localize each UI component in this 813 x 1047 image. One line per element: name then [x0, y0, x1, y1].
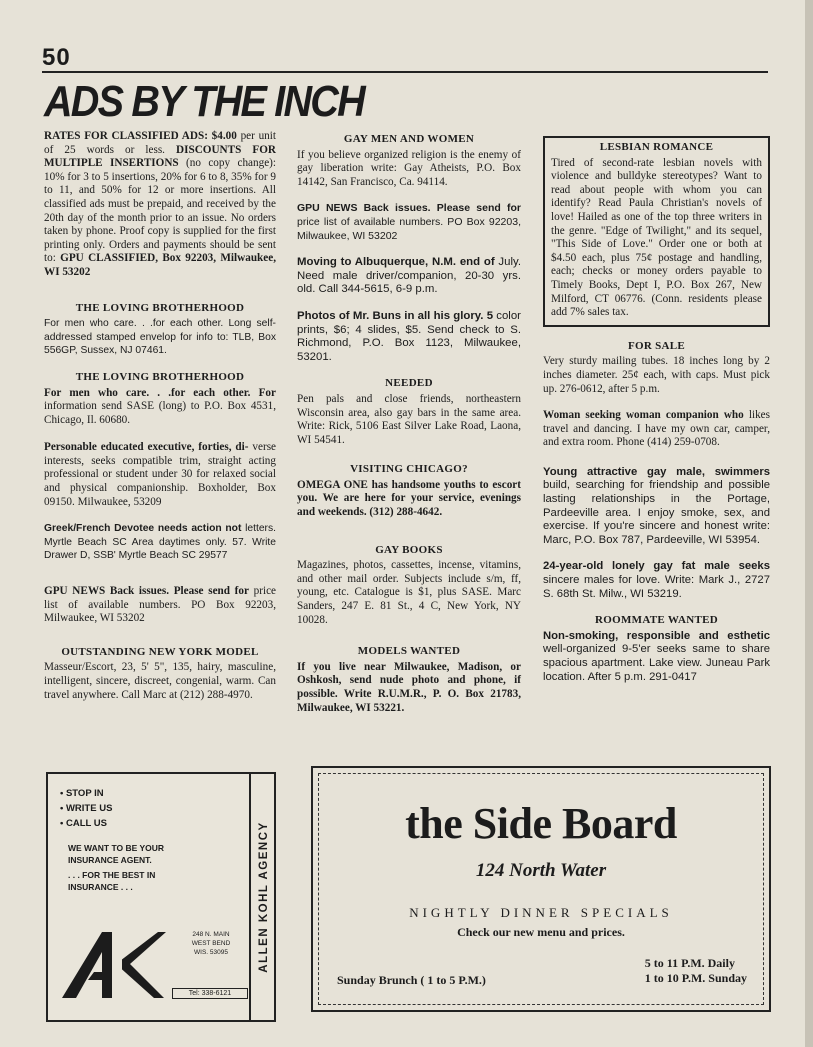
ad-text: color prints, $6; 4 slides, $5. Send check to S. Richmond, P.O. Box 1123, Milwaukee, 53201. — [297, 309, 521, 363]
ad-heading: NEEDED — [385, 377, 433, 390]
insurance-text: WE WANT TO BE YOUR INSURANCE AGENT. — [68, 843, 165, 865]
ad-text: Masseur/Escort, 23, 5' 5", 135, hairy, masculine, intelligent, sincere, discreet, congenial, warm. Can travel anywhere. Call Marc at (212) 288-4970. — [44, 661, 276, 701]
column-2 — [297, 133, 521, 728]
allen-kohl-ad — [46, 772, 276, 1025]
ad-text: sincere males for love. Write: Mark J., 2727 S. 68th St. Milw., WI 53219. — [543, 574, 770, 600]
rates-ad — [44, 130, 276, 280]
best-text: . . . FOR THE BEST IN INSURANCE . . . — [68, 870, 156, 892]
model-ad — [44, 646, 276, 702]
ad-lead: Photos of Mr. Buns in all his glory. 5 — [297, 309, 494, 322]
ak-logo-mark-icon — [58, 924, 168, 1025]
ad-heading: GAY BOOKS — [375, 543, 443, 556]
restaurant-address: 124 North Water — [475, 860, 607, 881]
ad-heading: THE LOVING BROTHERHOOD — [75, 301, 245, 314]
ad-text: information send SASE (long) to P.O. Box 4531, Chicago, Il. 60680. — [44, 400, 276, 426]
list-item: • WRITE US — [60, 801, 112, 816]
rates-address: GPU CLASSIFIED, Box 92203, Milwaukee, WI 53202 — [44, 252, 276, 278]
greek-ad — [44, 522, 276, 563]
ad-lead: OMEGA ONE has handsome youths to escort you. We are here for your service, evenings and weekends. (312) 288-4642. — [297, 478, 521, 519]
agency-name: ALLEN KOHL AGENCY — [257, 821, 270, 973]
executive-ad — [44, 441, 276, 509]
rates-lead: RATES FOR CLASSIFIED ADS: $4.00 — [44, 130, 237, 142]
agency-phone: Tel: 338-6121 — [172, 988, 248, 999]
sunday-brunch: Sunday Brunch ( 1 to 5 P.M.) — [337, 973, 486, 987]
list-item: • CALL US — [60, 816, 112, 831]
page-edge — [805, 0, 813, 1047]
models-wanted-ad — [297, 645, 521, 715]
address-zip: WIS. 53095 — [194, 949, 228, 956]
ad-lead: Personable educated executive, forties, di- — [44, 441, 249, 454]
gay-books-ad — [297, 544, 521, 628]
rates-discount: DISCOUNTS FOR MULTIPLE INSERTIONS — [44, 143, 276, 170]
for-sale-ad — [543, 340, 770, 396]
ad-text: Magazines, photos, cassettes, incense, vitamins, and other mail order. Subjects include s/m, ff, young, etc. Catalogue is $1, plus SASE. Marc Sanders, 247 E. 81 St., 4 C, New York, NY 10028. — [297, 559, 521, 626]
gay-men-women-ad — [297, 133, 521, 189]
ad-heading: OUTSTANDING NEW YORK MODEL — [61, 645, 259, 658]
address-street: 248 N. MAIN — [192, 931, 230, 938]
insurance-slogan — [68, 842, 188, 893]
address-city: WEST BEND — [191, 940, 231, 947]
ad-heading: MODELS WANTED — [357, 645, 461, 658]
ad-text: build, searching for friendship and possible lasting relationships in the Portage, Pardeeville area. I enjoy smoke, sex, and exercise. If you're sincere and honest write: Marc, P.O. Box 787, Pardeeville, WI 53954. — [543, 479, 770, 546]
ad-text: price list of available numbers. PO Box 92203, Milwaukee, WI 53202 — [44, 585, 276, 625]
ad-lead: Non-smoking, responsible and esthetic — [543, 629, 770, 642]
needed-ad — [297, 377, 521, 447]
ad-text: Pen pals and close friends, northeastern Wisconsin area, also gay bars in the same area. Write: Rick, 5106 East Silver Lake Road, Laona, WI 54541. — [297, 392, 521, 446]
ad-lead: If you live near Milwaukee, Madison, or Oshkosh, send nude photo and phone, if possible. Write R.U.M.R., P. O. Box 21783, Milwaukee, WI 53221. — [297, 660, 521, 714]
ad-lead: Young attractive gay male, swimmers — [543, 465, 770, 478]
ad-text: For men who care. . .for each other. Long self-addressed stamped envelop for info to: TLB, Box 556GP, Sussex, NJ 07461. — [44, 318, 276, 357]
lonely-male-ad — [543, 560, 770, 601]
hours-sunday: 1 to 10 P.M. Sunday — [644, 971, 747, 985]
restaurant-name: the Side Board — [405, 799, 677, 848]
ad-lead: Greek/French Devotee needs action not — [44, 523, 242, 535]
ad-heading: VISITING CHICAGO? — [350, 463, 468, 476]
ad-lead: For men who care. . .for each other. For — [44, 386, 276, 399]
ad-lead: GPU NEWS Back issues. Please send for — [297, 202, 521, 215]
section-title: ADS BY THE INCH — [44, 77, 364, 126]
ad-text: letters. Myrtle Beach SC Area daytimes only. 57. Write Drawer D, SSB' Myrtle Beach SC 29577 — [44, 523, 276, 562]
visiting-chicago-ad — [297, 463, 521, 519]
loving-brotherhood-ad-1 — [44, 302, 276, 358]
page-number: 50 — [42, 44, 71, 71]
ad-text: Very sturdy mailing tubes. 18 inches long by 2 inches diameter. 25¢ each, with caps. Must pick up. 276-0612, after 5 p.m. — [543, 355, 770, 395]
menu-note: Check our new menu and prices. — [457, 925, 625, 939]
ad-heading: THE LOVING BROTHERHOOD — [75, 370, 245, 383]
header-rule — [42, 71, 768, 73]
ad-text: price list of available numbers. PO Box 92203, Milwaukee, WI 53202 — [297, 215, 521, 242]
column-3 — [543, 136, 770, 697]
lesbian-romance-ad — [543, 136, 770, 327]
ad-lead: Moving to Albuquerque, N.M. end of — [297, 256, 495, 269]
ad-lead: GPU NEWS Back issues. Please send for — [44, 585, 249, 598]
ak-logo — [58, 924, 168, 1025]
ad-heading: GAY MEN AND WOMEN — [343, 133, 475, 145]
nightly-specials: NIGHTLY DINNER SPECIALS — [409, 905, 673, 920]
young-male-ad — [543, 466, 770, 548]
list-item: • STOP IN — [60, 786, 112, 801]
woman-seeking-ad — [543, 409, 770, 450]
ad-text: Tired of second-rate lesbian novels with violence and bulldyke stereotypes? Want to read about people with whom you can identify? Read Paula Christian's novels of love! Hailed as one of the top three writers in the genre. "Edge of Twilight," and its sequel, "This Side of Love." Order one or both at $4.50 each, plus 75¢ postage and handling, each; checks or money orders payable to Timely Books, Dept I, P.O. Box 267, New Milford, CT 06776. (Conn. residents please add 7% sales tax. — [551, 156, 762, 319]
ad-text: well-organized 9-5'er seeks same to share spacious apartment. Lake view. Juneau Park location. After 5 p.m. 291-0417 — [543, 643, 770, 683]
ad-heading: FOR SALE — [627, 339, 686, 352]
ad-text: likes travel and dancing. I have my own car, camper, and extra room. Phone (414) 259-0708. — [543, 409, 771, 449]
ad-heading: ROOMMATE WANTED — [595, 614, 718, 627]
side-board-ad — [311, 766, 771, 1012]
mr-buns-ad — [297, 310, 521, 364]
ad-text: If you believe organized religion is the enemy of gay liberation write: Gay Atheists, P.O. Box 14142, San Francisco, Ca. 94114. — [297, 148, 521, 188]
ad-lead: 24-year-old lonely gay fat male seeks — [543, 560, 770, 573]
gpu-news-ad-2 — [297, 202, 521, 243]
hours-daily: 5 to 11 P.M. Daily — [644, 956, 735, 970]
ad-text: verse interests, seeks compatible trim, straight acting professional or student under 30 for relaxed social and physical companionship. Boxholder, Box 09150. Milwaukee, 53209 — [44, 441, 277, 508]
ad-heading: LESBIAN ROMANCE — [599, 141, 714, 153]
agency-address — [176, 930, 246, 957]
loving-brotherhood-ad-2 — [44, 371, 276, 427]
albuquerque-ad — [297, 256, 521, 297]
ad-text: July. Need male driver/companion, 20-30 yrs. old. Call 344-5615, 6-9 p.m. — [297, 256, 521, 296]
contact-list — [60, 786, 112, 831]
agency-name-strip — [249, 774, 276, 1020]
ad-lead: Woman seeking woman companion who — [543, 409, 744, 422]
opening-hours — [645, 956, 747, 986]
roommate-ad — [543, 614, 770, 684]
rates-text2: (no copy change): 10% for 3 to 5 insertions, 20% for 6 to 8, 35% for 9 to 11, and 50% for 12 or more insertions. All classified ads must be prepaid, and received by the 20th day of the month prior to an issue. No orders taken by phone. Proof copy is supplied for the first printing only. Orders and payments should be sent to: — [44, 157, 276, 265]
gpu-news-ad-1 — [44, 585, 276, 626]
ak-logo-text: AK — [118, 1024, 120, 1025]
column-1 — [44, 130, 276, 715]
rates-text: per unit of 25 words or less. — [44, 130, 276, 156]
